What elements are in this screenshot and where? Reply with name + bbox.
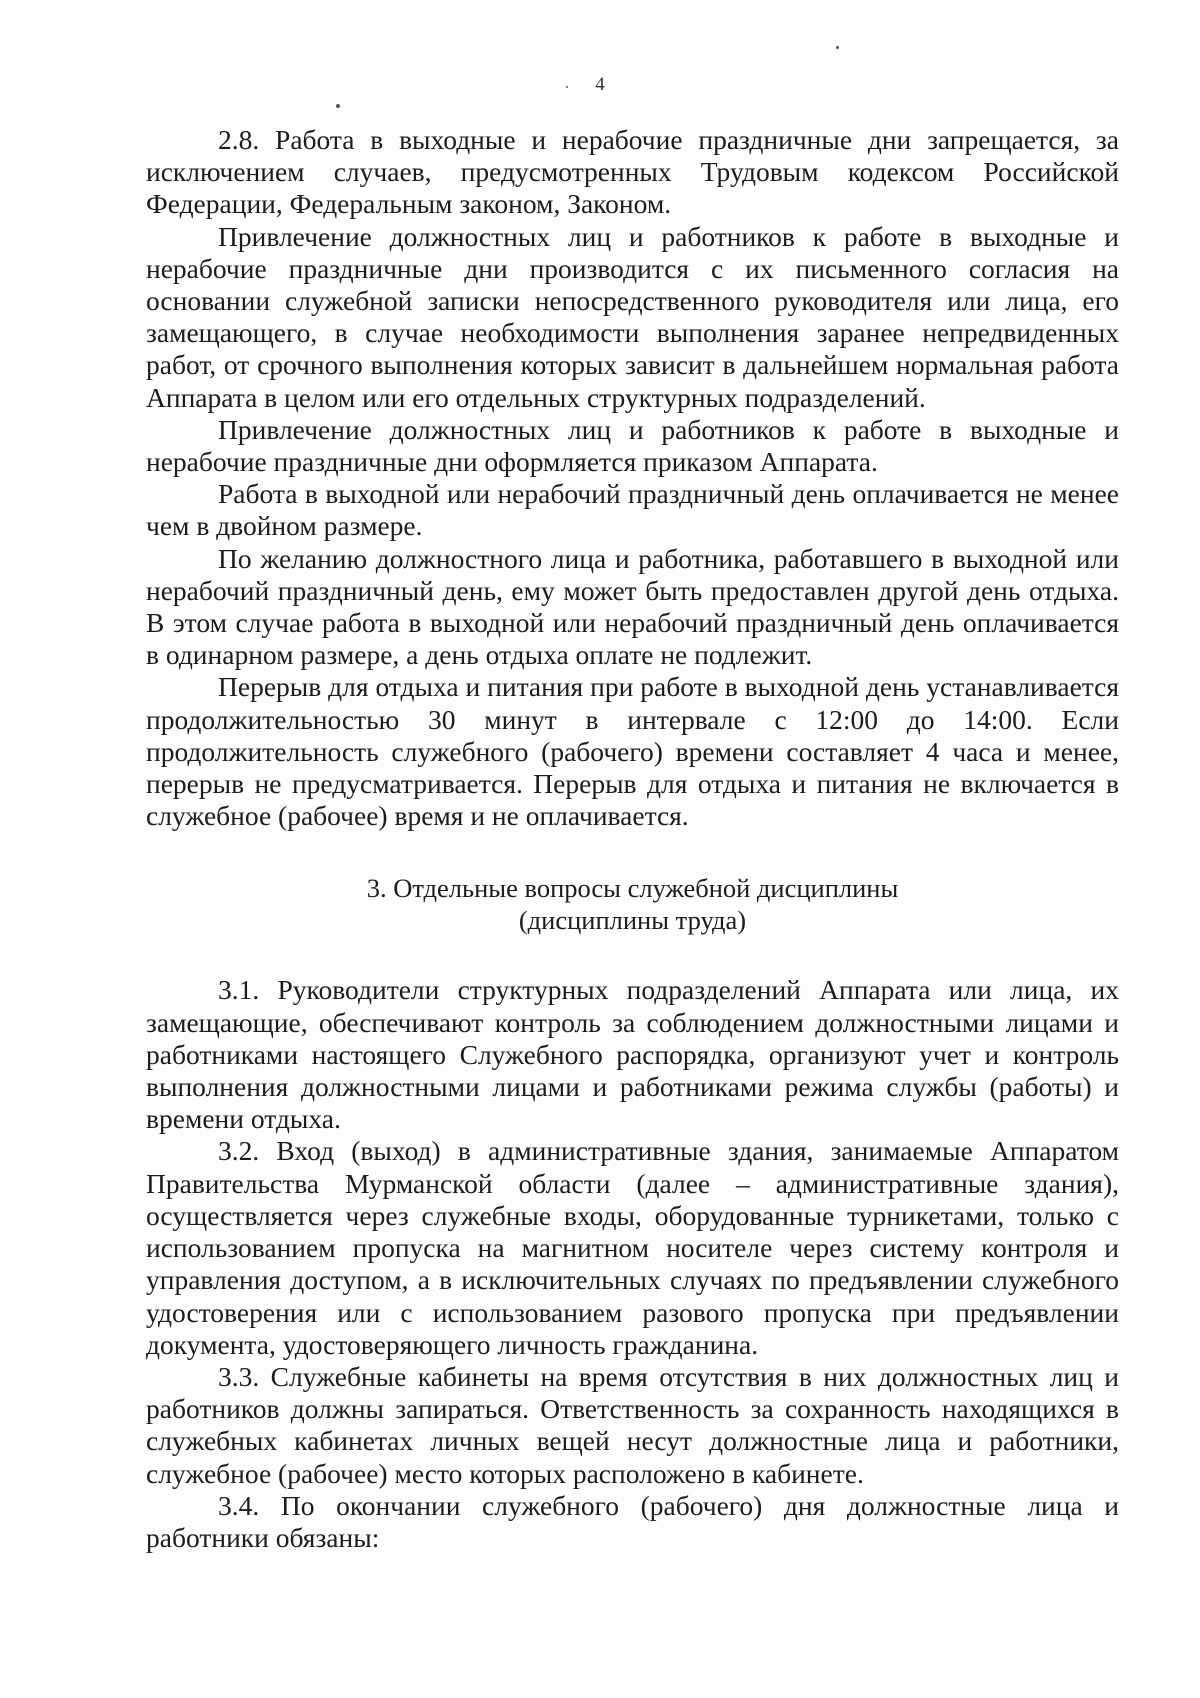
paragraph: Привлечение должностных лиц и работников к работе в выходные и нерабочие праздничные дни оформляется приказом Аппарата. <box>146 413 1119 478</box>
paragraph: 3.3. Служебные кабинеты на время отсутствия в них должностных лиц и работников должны запираться. Ответственность за сохранность находящихся в служебных кабинетах личных вещей несут должностные лица и работники, служебное (рабочее) место которых расположено в кабинете. <box>146 1360 1119 1489</box>
section-heading-title: 3. Отдельные вопросы служебной дисциплины <box>366 873 899 904</box>
page-number: 4 <box>595 74 605 95</box>
paragraph: Привлечение должностных лиц и работников к работе в выходные и нерабочие праздничные дни производится с их письменного согласия на основании служебной записки непосредственного руководителя или лица, его замещающего, в случае необходимости выполнения заранее непредвиденных работ, от срочного выполнения которых зависит в дальнейшем нормальная работа Аппарата в целом или его отдельных структурных подразделений. <box>146 220 1119 413</box>
scan-speck <box>836 46 839 49</box>
paragraph: 3.4. По окончании служебного (рабочего) дня должностные лица и работники обязаны: <box>146 1489 1119 1553</box>
section-heading-subtitle: (дисциплины труда) <box>518 905 747 936</box>
paragraph: Работа в выходной или нерабочий праздничный день оплачивается не менее чем в двойном размере. <box>146 478 1119 542</box>
paragraph: Перерыв для отдыха и питания при работе в выходной день устанавливается продолжительностью 30 минут в интервале с 12:00 до 14:00. Если продолжительность служебного (рабочего) времени составляет 4 часа и менее, перерыв не предусматривается. Перерыв для отдыха и питания не включается в служебное (рабочее) время и не оплачивается. <box>146 671 1119 832</box>
paragraph: 3.2. Вход (выход) в административные здания, занимаемые Аппаратом Правительства Мурманской области (далее – административные здания), осуществляется через служебные входы, оборудованные турникетами, только с использованием пропуска на магнитном носителе через систему контроля и управления доступом, а в исключительных случаях по предъявлении служебного удостоверения или с использованием разового пропуска при предъявлении документа, удостоверяющего личность гражданина. <box>146 1135 1119 1360</box>
scan-speck <box>336 104 340 108</box>
scan-speck <box>566 86 568 88</box>
section-heading <box>146 872 1119 936</box>
document-body <box>146 124 1119 1554</box>
paragraph: 3.1. Руководители структурных подразделений Аппарата или лица, их замещающие, обеспечивают контроль за соблюдением должностными лицами и работниками настоящего Служебного распорядка, организуют учет и контроль выполнения должностными лицами и работниками режима службы (работы) и времени отдыха. <box>146 974 1119 1135</box>
paragraph: 2.8. Работа в выходные и нерабочие праздничные дни запрещается, за исключением случаев, предусмотренных Трудовым кодексом Российской Федерации, Федеральным законом, Законом. <box>146 124 1119 220</box>
paragraph: По желанию должностного лица и работника, работавшего в выходной или нерабочий праздничный день, ему может быть предоставлен другой день отдыха. В этом случае работа в выходной или нерабочий праздничный день оплачивается в одинарном размере, а день отдыха оплате не подлежит. <box>146 542 1119 671</box>
